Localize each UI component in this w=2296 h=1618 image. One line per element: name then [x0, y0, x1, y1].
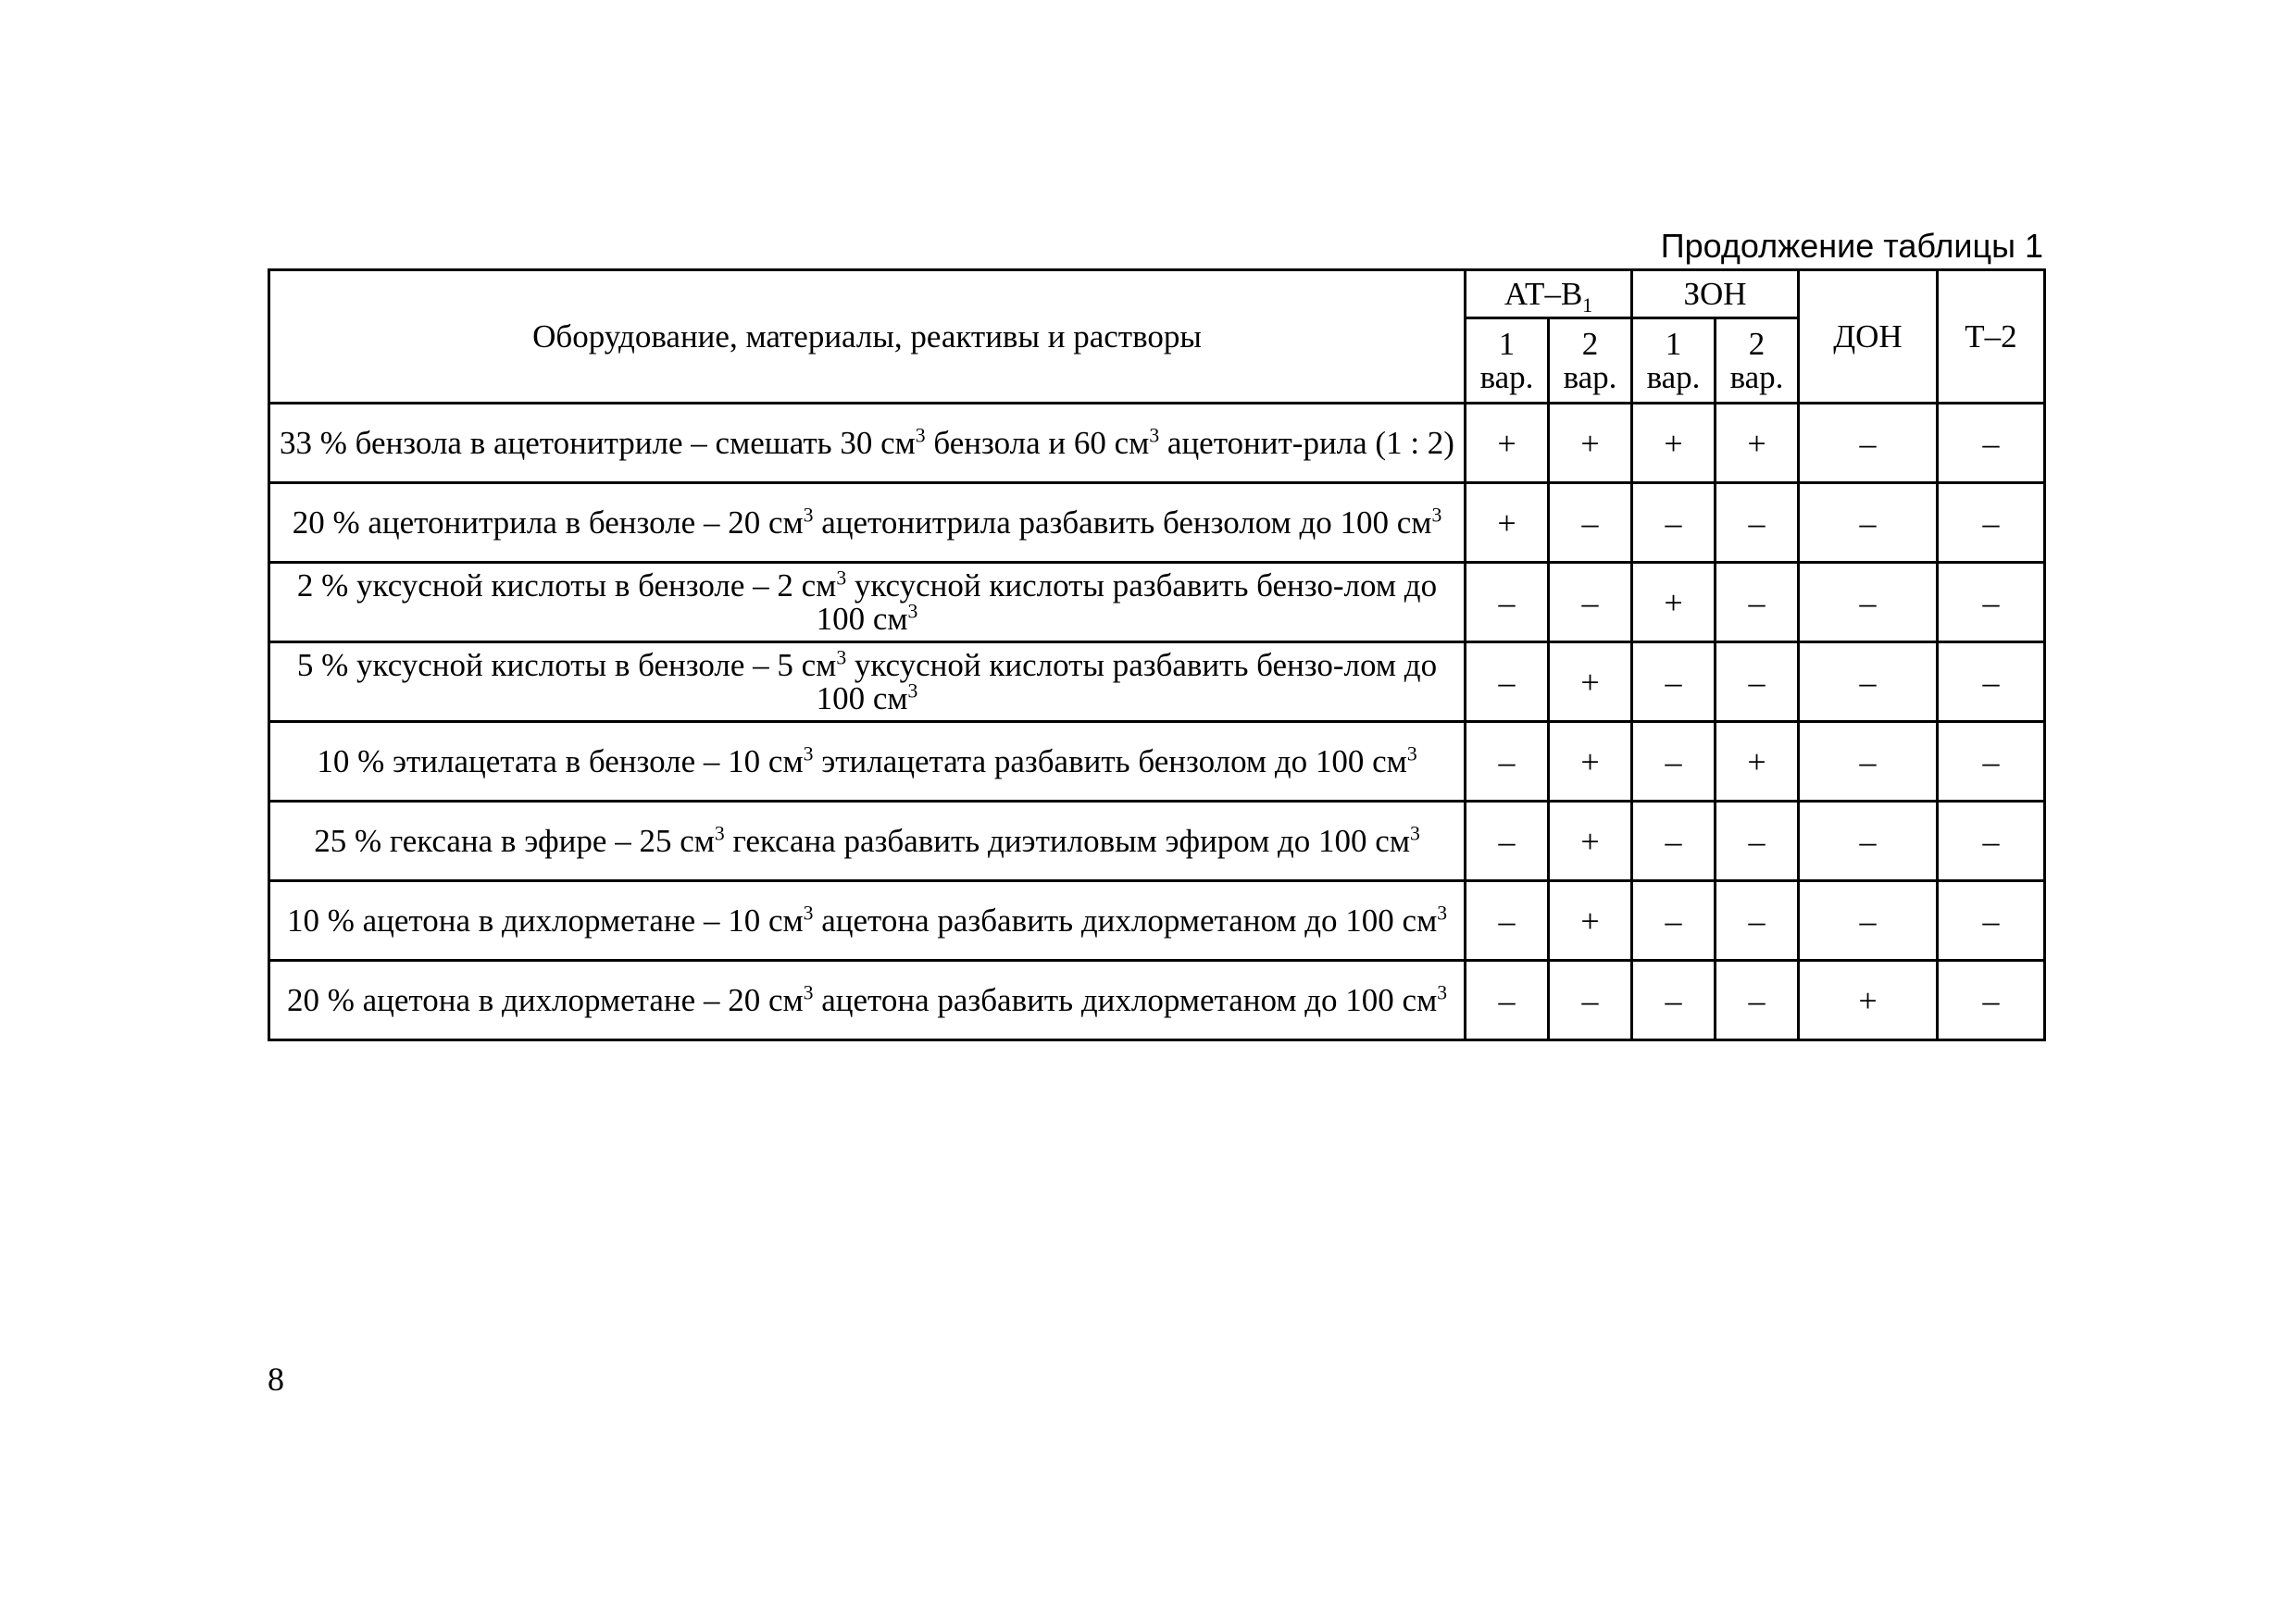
mark-cell: – — [1716, 961, 1799, 1040]
mark-cell: – — [1716, 802, 1799, 881]
mark-cell: – — [1632, 642, 1716, 722]
mark-cell: + — [1549, 802, 1632, 881]
reagents-table — [268, 268, 2046, 1041]
mark-cell: – — [1466, 722, 1549, 802]
description-text: 25 % гексана в эфире – 25 см — [314, 822, 715, 859]
superscript-exponent: 3 — [1149, 423, 1160, 446]
mark-cell: + — [1549, 881, 1632, 961]
description-text: ацетонит-рила (1 : 2) — [1159, 424, 1454, 461]
table-row — [269, 483, 2045, 563]
header-t2: Т–2 — [1938, 270, 2045, 404]
mark-cell: – — [1799, 404, 1938, 483]
description-text: этилацетата разбавить бензолом до 100 см — [813, 742, 1407, 779]
mark-cell: – — [1632, 483, 1716, 563]
page-number: 8 — [268, 1361, 284, 1398]
header-zon-variant-2: 2 вар. — [1716, 318, 1799, 404]
mark-cell: – — [1632, 881, 1716, 961]
mark-cell: – — [1716, 642, 1799, 722]
mark-cell: – — [1466, 881, 1549, 961]
description-text: 10 % этилацетата в бензоле – 10 см — [317, 742, 804, 779]
description-text: ацетонитрила разбавить бензолом до 100 см — [813, 504, 1432, 541]
row-description — [269, 961, 1466, 1040]
mark-cell: – — [1466, 642, 1549, 722]
table-row — [269, 722, 2045, 802]
mark-cell: + — [1632, 404, 1716, 483]
mark-cell: – — [1632, 802, 1716, 881]
description-text: 20 % ацетона в дихлорметане – 20 см — [286, 981, 804, 1018]
superscript-exponent: 3 — [915, 423, 926, 446]
mark-cell: – — [1799, 881, 1938, 961]
table-row — [269, 961, 2045, 1040]
mark-cell: – — [1466, 802, 1549, 881]
mark-cell: – — [1799, 563, 1938, 642]
superscript-exponent: 3 — [803, 503, 814, 526]
mark-cell: – — [1938, 961, 2045, 1040]
mark-cell: – — [1799, 483, 1938, 563]
superscript-exponent: 3 — [836, 566, 847, 589]
description-text: бензола и 60 см — [925, 424, 1150, 461]
mark-cell: + — [1466, 404, 1549, 483]
superscript-exponent: 3 — [803, 901, 814, 924]
header-group-zon: ЗОН — [1632, 270, 1799, 318]
mark-cell: – — [1549, 961, 1632, 1040]
table-body — [269, 404, 2045, 1040]
mark-cell: – — [1632, 722, 1716, 802]
header-atb-variant-1: 1 вар. — [1466, 318, 1549, 404]
superscript-exponent: 3 — [1431, 503, 1442, 526]
mark-cell: + — [1799, 961, 1938, 1040]
mark-cell: – — [1549, 483, 1632, 563]
table-row — [269, 642, 2045, 722]
mark-cell: + — [1549, 722, 1632, 802]
mark-cell: – — [1549, 563, 1632, 642]
table-row — [269, 881, 2045, 961]
mark-cell: – — [1799, 722, 1938, 802]
mark-cell: – — [1716, 881, 1799, 961]
superscript-exponent: 3 — [803, 980, 814, 1003]
superscript-exponent: 3 — [1437, 980, 1448, 1003]
table-row — [269, 404, 2045, 483]
mark-cell: – — [1938, 881, 2045, 961]
mark-cell: – — [1938, 802, 2045, 881]
description-text: 10 % ацетона в дихлорметане – 10 см — [286, 902, 804, 939]
description-text: 5 % уксусной кислоты в бензоле – 5 см — [296, 646, 837, 683]
header-equipment: Оборудование, материалы, реактивы и растворы — [269, 270, 1466, 404]
table-caption: Продолжение таблицы 1 — [1660, 227, 2043, 265]
superscript-exponent: 3 — [836, 645, 847, 668]
mark-cell: – — [1799, 642, 1938, 722]
superscript-exponent: 3 — [1406, 741, 1417, 765]
mark-cell: + — [1549, 642, 1632, 722]
superscript-exponent: 3 — [907, 678, 918, 702]
mark-cell: – — [1938, 642, 2045, 722]
mark-cell: + — [1466, 483, 1549, 563]
description-text: 20 % ацетонитрила в бензоле – 20 см — [292, 504, 804, 541]
description-text: 2 % уксусной кислоты в бензоле – 2 см — [296, 566, 837, 604]
description-text: 33 % бензола в ацетонитриле – смешать 30 см — [280, 424, 916, 461]
superscript-exponent: 3 — [714, 821, 725, 844]
row-description — [269, 563, 1466, 642]
mark-cell: – — [1466, 961, 1549, 1040]
mark-cell: – — [1632, 961, 1716, 1040]
superscript-exponent: 3 — [1409, 821, 1420, 844]
mark-cell: – — [1938, 722, 2045, 802]
header-atb-variant-2: 2 вар. — [1549, 318, 1632, 404]
description-text: ацетона разбавить дихлорметаном до 100 см — [813, 902, 1438, 939]
mark-cell: – — [1716, 483, 1799, 563]
header-zon-variant-1: 1 вар. — [1632, 318, 1716, 404]
mark-cell: – — [1938, 483, 2045, 563]
superscript-exponent: 3 — [803, 741, 814, 765]
row-description — [269, 722, 1466, 802]
mark-cell: – — [1799, 802, 1938, 881]
mark-cell: – — [1716, 563, 1799, 642]
row-description — [269, 802, 1466, 881]
row-description — [269, 483, 1466, 563]
header-don: ДОН — [1799, 270, 1938, 404]
mark-cell: – — [1938, 404, 2045, 483]
description-text: уксусной кислоты разбавить бензо-лом до 100 см — [816, 646, 1438, 716]
header-group-atb: $АТ-В_1$ — [1466, 270, 1632, 318]
row-description — [269, 404, 1466, 483]
mark-cell: + — [1716, 404, 1799, 483]
description-text: ацетона разбавить дихлорметаном до 100 см — [813, 981, 1438, 1018]
row-description — [269, 642, 1466, 722]
mark-cell: + — [1632, 563, 1716, 642]
mark-cell: + — [1716, 722, 1799, 802]
description-text: уксусной кислоты разбавить бензо-лом до 100 см — [816, 566, 1438, 637]
row-description — [269, 881, 1466, 961]
superscript-exponent: 3 — [907, 599, 918, 622]
table-row — [269, 563, 2045, 642]
mark-cell: – — [1938, 563, 2045, 642]
mark-cell: – — [1466, 563, 1549, 642]
table-row — [269, 802, 2045, 881]
mark-cell: + — [1549, 404, 1632, 483]
description-text: гексана разбавить диэтиловым эфиром до 100 см — [724, 822, 1410, 859]
superscript-exponent: 3 — [1437, 901, 1448, 924]
